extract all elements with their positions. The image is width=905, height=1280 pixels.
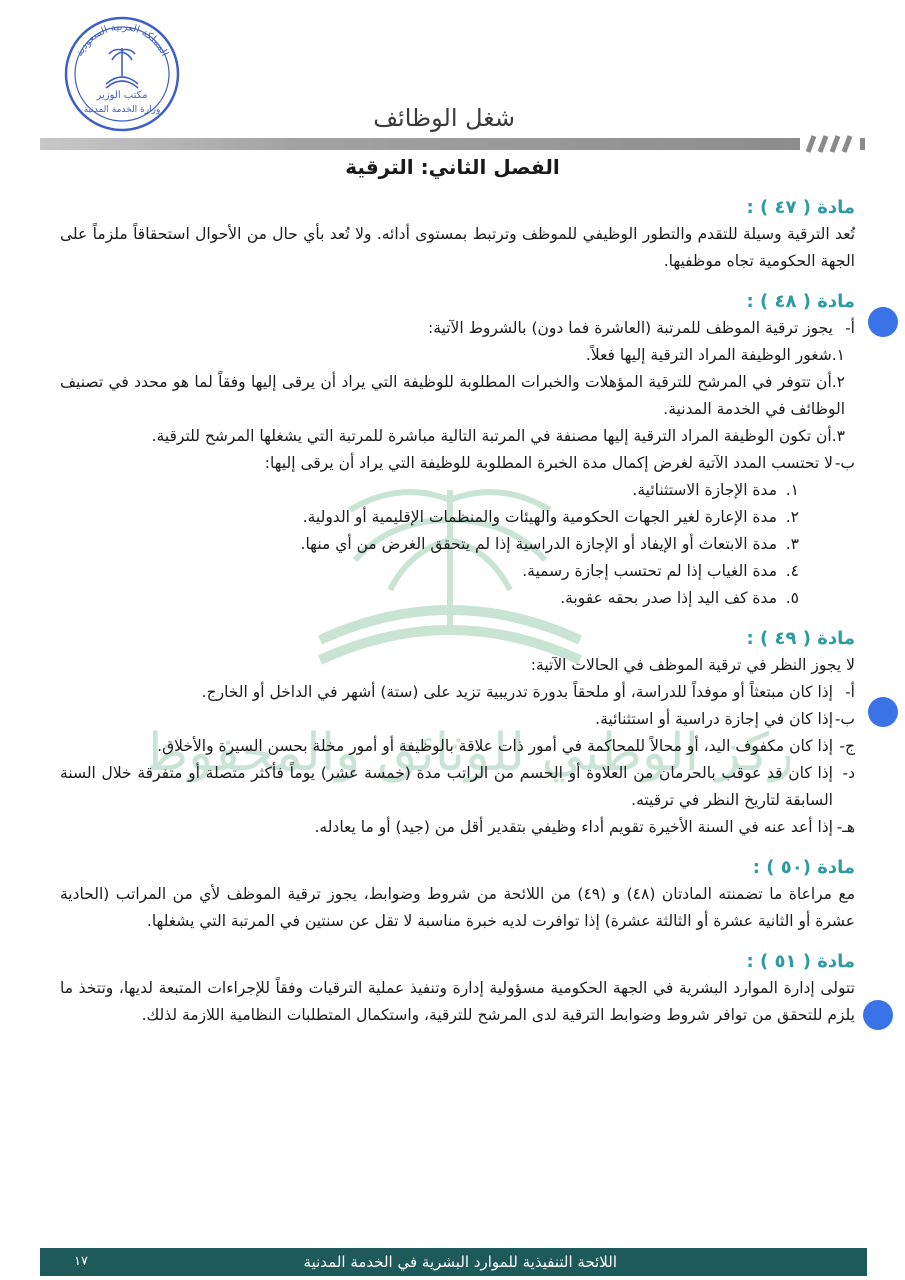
article-48-section-a (60, 315, 855, 342)
list-item (60, 679, 855, 706)
article-47-text: تُعد الترقية وسيلة للتقدم والتطور الوظيفي للموظف وترتبط بمستوى أدائه. ولا تُعد بأي حال من الأحوال استحقاقاً ملزماً على الجهة الحكومية تجاه موظفيها. (60, 225, 855, 270)
list-number: ٣. (785, 535, 799, 553)
article-47-title: مادة ( ٤٧ ) : (746, 197, 855, 218)
page-number: ١٧ (74, 1254, 88, 1269)
chapter-title: الفصل الثاني: الترقية (345, 155, 560, 179)
list-marker: أ- (845, 683, 855, 701)
section-marker: ب- (834, 454, 855, 472)
document-body (60, 195, 855, 1043)
article-50 (60, 855, 855, 935)
header-slashes (800, 134, 860, 154)
article-51-title: مادة ( ٥١ ) : (746, 951, 855, 972)
list-item: ١.شغور الوظيفة المراد الترقية إليها فعلاً. (585, 346, 845, 364)
article-48-title: مادة ( ٤٨ ) : (746, 291, 855, 312)
footer-bar (40, 1248, 867, 1276)
list-marker: د- (842, 764, 855, 782)
list-number: ٤. (785, 562, 799, 580)
article-48 (60, 289, 855, 612)
list-text: مدة الابتعاث أو الإيفاد أو الإجازة الدراسية إذا لم يتحقق الغرض من أي منها. (300, 535, 777, 553)
seal-line-3: وزارة الخدمة المدنية (83, 105, 161, 115)
section-text: يجوز ترقية الموظف للمرتبة (العاشرة فما دون) بالشروط الآتية: (427, 319, 833, 337)
seal-line-1: المملكة العربية السعودية (74, 21, 170, 59)
list-number: ٥. (785, 589, 799, 607)
article-50-title: مادة (٥٠ ) : (752, 857, 855, 878)
list-item (60, 814, 855, 841)
list-text: مدة الإجازة الاستثنائية. (632, 481, 777, 499)
ministry-seal (62, 14, 182, 132)
list-item (60, 558, 799, 585)
article-50-text: مع مراعاة ما تضمنته المادتان (٤٨) و (٤٩) من اللائحة من شروط وضوابط، يجوز ترقية الموظف لأي من المراتب (الحادية عشرة أو الثانية عشرة أو الثالثة عشرة) إذا توافرت لديه خبرة مناسبة لا تقل عن سنتين في المرتبة التي يشغلها. (60, 885, 856, 930)
list-item (60, 706, 855, 733)
list-text: إذا كان قد عوقب بالحرمان من العلاوة أو الحسم من الراتب مدة (خمسة عشر) يوماً فأكثر متصلة أو متفرقة خلال السنة السابقة لتاريخ النظر في ترقيته. (60, 764, 833, 809)
list-item (60, 585, 799, 612)
marker-dot[interactable] (868, 307, 898, 337)
list-item (60, 733, 855, 760)
marker-dot[interactable] (868, 697, 898, 727)
article-49 (60, 626, 855, 841)
list-text: مدة الإعارة لغير الجهات الحكومية والهيئات والمنظمات الإقليمية أو الدولية. (302, 508, 777, 526)
article-48-section-b (60, 450, 855, 477)
article-51 (60, 949, 855, 1029)
seal-line-2: مكتب الوزير (96, 90, 148, 101)
list-text: إذا كان مبتعثاً أو موفداً للدراسة، أو ملحقاً بدورة تدريبية تزيد على (ستة) أشهر في الداخل أو الخارج. (201, 683, 833, 701)
list-item (60, 531, 799, 558)
list-item: ٣.أن تكون الوظيفة المراد الترقية إليها مصنفة في المرتبة التالية مباشرة للمرتبة التي يشغلها المرشح للترقية. (151, 427, 845, 445)
marker-dot[interactable] (863, 1000, 893, 1030)
section-text: لا تحتسب المدد الآتية لغرض إكمال مدة الخبرة المطلوبة للوظيفة التي يراد أن يرقى إليها: (264, 454, 833, 472)
list-text: إذا كان في إجازة دراسية أو استثنائية. (595, 710, 833, 728)
list-item: ٢.أن تتوفر في المرشح للترقية المؤهلات والخبرات المطلوبة للوظيفة التي يراد أن يرقى إليها وفقاً لما هو محدد في تصنيف الوظائف في الخدمة المدنية. (60, 373, 845, 418)
article-51-text: تتولى إدارة الموارد البشرية في الجهة الحكومية مسؤولية إدارة وتنفيذ عملية الترقيات وفقاً للإجراءات المتبعة لديها، وتتخذ ما يلزم للتحقق من توافر شروط وضوابط الترقية لدى المرشح للترقية، واستكمال المتطلبات النظامية اللازمة لذلك. (60, 979, 855, 1024)
watermark-text: ركز الوطني للوثائق والمحفوظ (150, 723, 790, 783)
header-bar (40, 138, 865, 150)
footer-title: اللائحة التنفيذية للموارد البشرية في الخدمة المدنية (303, 1253, 617, 1271)
list-text: مدة الغياب إذا لم تحتسب إجازة رسمية. (522, 562, 777, 580)
article-47 (60, 195, 855, 275)
list-item (60, 760, 855, 814)
list-number: ٢. (785, 508, 799, 526)
header-title: شغل الوظائف (373, 104, 515, 132)
list-item (60, 477, 799, 504)
section-marker: أ- (845, 319, 855, 337)
list-marker: ج- (839, 737, 855, 755)
list-text: إذا أعد عنه في السنة الأخيرة تقويم أداء وظيفي بتقدير أقل من (جيد) أو ما يعادله. (314, 818, 833, 836)
list-text: مدة كف اليد إذا صدر بحقه عقوبة. (560, 589, 777, 607)
list-item (60, 504, 799, 531)
list-text: إذا كان مكفوف اليد، أو محالاً للمحاكمة في أمور ذات علاقة بالوظيفة أو أمور مخلة بحسن السيرة والأخلاق. (157, 737, 833, 755)
article-49-intro: لا يجوز النظر في ترقية الموظف في الحالات الآتية: (530, 656, 855, 674)
list-marker: ب- (834, 710, 855, 728)
palm-swords-icon (106, 48, 138, 88)
list-number: ١. (785, 481, 799, 499)
list-marker: هـ- (836, 818, 855, 836)
article-49-title: مادة ( ٤٩ ) : (746, 628, 855, 649)
